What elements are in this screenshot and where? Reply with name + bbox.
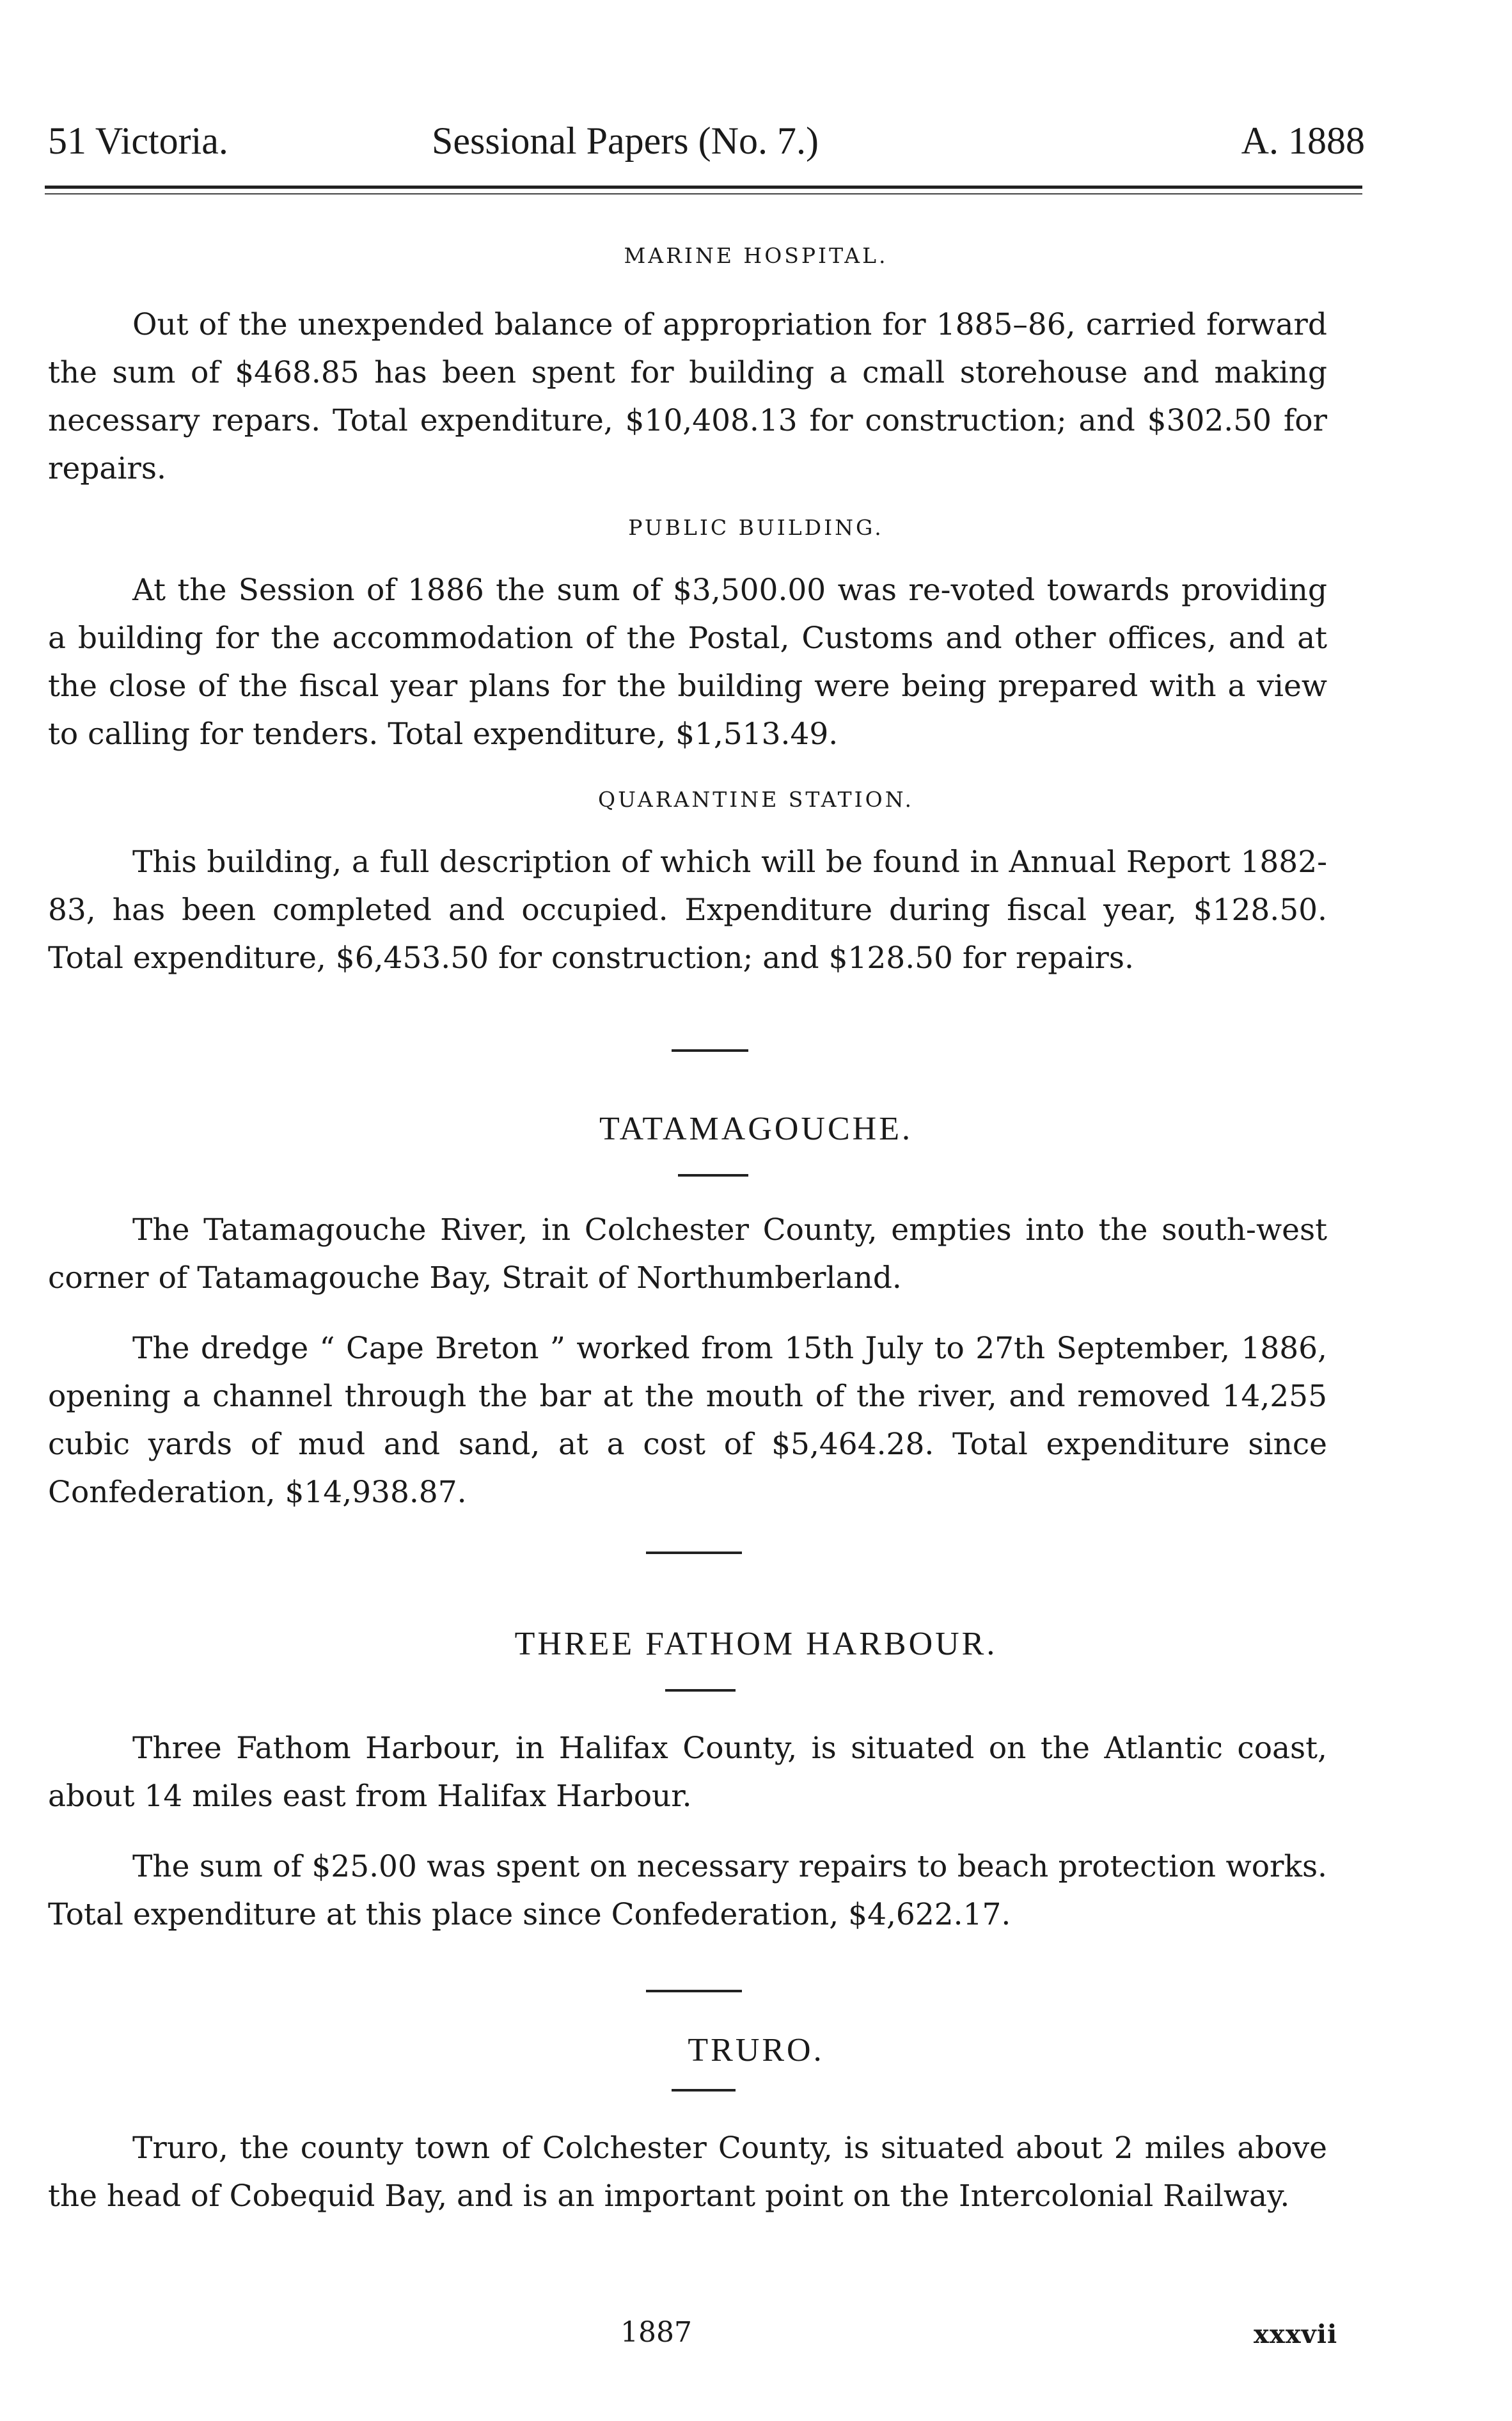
paragraph-text: Out of the unexpended balance of appropriation for 1885–86, carried forward the sum of $468.85 has been spent for building a cmall storehouse and making necessary repars. Total expenditure, $10,408.13 for construction; and $302.50 for repairs. (48, 307, 1327, 486)
paragraph-truro (48, 2124, 1327, 2220)
paragraph-text: The dredge “ Cape Breton ” worked from 15th July to 27th September, 1886, opening a channel through the bar at the mouth of the river, and removed 14,255 cubic yards of mud and sand, at a cost of $5,464.28. Total expenditure since Confederation, $14,938.87. (48, 1331, 1327, 1510)
section-heading-quarantine-station: QUARANTINE STATION. (598, 787, 914, 812)
running-head-volume: 51 Victoria. (48, 120, 228, 162)
running-head-year: A. 1888 (1241, 120, 1365, 162)
paragraph-marine-hospital (48, 301, 1327, 493)
running-head-title: Sessional Papers (No. 7.) (432, 120, 819, 162)
section-divider (646, 1552, 742, 1554)
section-heading-tatamagouche: TATAMAGOUCHE. (599, 1111, 913, 1147)
paragraph-tatamagouche-location (48, 1206, 1327, 1302)
header-rule-thin (45, 193, 1362, 194)
heading-rule (672, 2089, 736, 2092)
paragraph-three-fathom-repairs (48, 1843, 1327, 1939)
section-heading-truro: TRURO. (688, 2032, 824, 2068)
paragraph-text: This building, a full description of which will be found in Annual Report 1882-83, has been completed and occupied. Expenditure during fiscal year, $128.50. Total expenditure, $6,453.50 for construction; and $128.50 for repairs. (48, 845, 1327, 976)
section-divider (672, 1049, 748, 1052)
paragraph-three-fathom-location (48, 1724, 1327, 1820)
paragraph-text: Three Fathom Harbour, in Halifax County, is situated on the Atlantic coast, about 14 miles east from Halifax Harbour. (48, 1731, 1327, 1814)
paragraph-public-building (48, 566, 1327, 758)
paragraph-text: Truro, the county town of Colchester County, is situated about 2 miles above the head of Cobequid Bay, and is an important point on the Intercolonial Railway. (48, 2131, 1327, 2214)
header-rule (45, 186, 1362, 189)
section-heading-marine-hospital: MARINE HOSPITAL. (624, 243, 888, 268)
section-divider (646, 1990, 742, 1992)
section-heading-three-fathom-harbour: THREE FATHOM HARBOUR. (514, 1626, 998, 1662)
heading-rule (678, 1174, 748, 1177)
running-head (48, 119, 1365, 164)
paragraph-quarantine-station (48, 838, 1327, 982)
paragraph-text: At the Session of 1886 the sum of $3,500.00 was re-voted towards providing a building for the accommodation of the Postal, Customs and other offices, and at the close of the fiscal year plans for the building were being prepared with a view to calling for tenders. Total expenditure, $1,513.49. (48, 573, 1327, 752)
heading-rule (665, 1689, 736, 1692)
paragraph-tatamagouche-dredge (48, 1324, 1327, 1516)
paragraph-text: The sum of $25.00 was spent on necessary repairs to beach protection works. Total expenditure at this place since Confederation, $4,622.17. (48, 1849, 1327, 1932)
paragraph-text: The Tatamagouche River, in Colchester County, empties into the south-west corner of Tatamagouche Bay, Strait of Northumberland. (48, 1212, 1327, 1296)
footer-year: 1887 (620, 2316, 692, 2349)
section-heading-public-building: PUBLIC BUILDING. (628, 515, 884, 540)
page-number: xxxvii (1254, 2319, 1338, 2349)
